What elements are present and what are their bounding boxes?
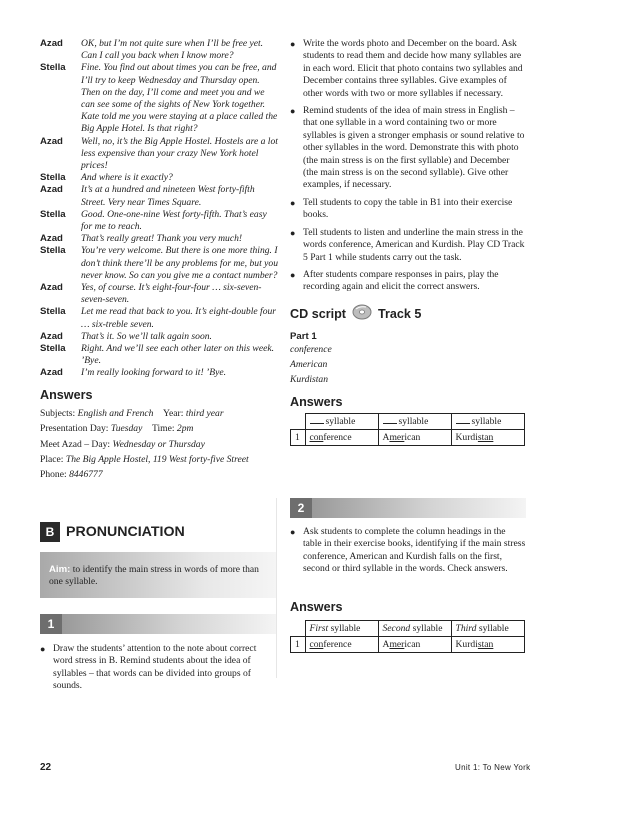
step-number: 1: [40, 614, 62, 634]
bullet-item: ● After students compare responses in pairs, play the recording again and elicit the correct answers.: [290, 268, 499, 293]
dialogue-line: [40, 184, 280, 208]
answers-heading: Answers: [40, 387, 93, 402]
table-row: 1 conference American Kurdistan: [291, 637, 525, 653]
bullet-item: ● Write the words photo and December on the board. Ask students to read them and decide how many syllables are in each word. Elicit that photo contains two syllables and December contains three syllables. Give examples of other words with two or more syllables if necessary.: [290, 38, 523, 99]
line-text: That’s really great! Thank you very much!: [81, 233, 243, 245]
speaker: Stella: [40, 343, 66, 355]
step-2-bar: [290, 498, 526, 518]
answers-section-2: [290, 600, 526, 653]
speaker: Azad: [40, 330, 63, 342]
page-number: 22: [40, 762, 52, 773]
section-b-header: [40, 521, 276, 543]
dialogue-line: [40, 136, 280, 173]
dialogue-line: [40, 233, 280, 245]
line-text: Good. One-one-nine West forty-fifth. That’s easy for me to reach.: [81, 208, 267, 233]
part-label: Part 1: [290, 330, 317, 342]
table-header-row: syllable syllable syllable: [291, 413, 525, 429]
answers-table-2: [290, 620, 525, 653]
answer-place: Place: The Big Apple Hostel, 119 West forty-five Street: [40, 453, 249, 465]
speaker: Azad: [40, 135, 63, 147]
step-number: 2: [290, 498, 312, 518]
dialogue-line: [40, 209, 280, 233]
dialogue-line: [40, 331, 280, 343]
dialogue-line: [40, 367, 280, 379]
answers-table-1: [290, 413, 525, 446]
cd-word: American: [290, 358, 328, 370]
table-header-row: First syllable Second syllable Third syllable: [291, 621, 525, 637]
line-text: Yes, of course. It’s eight-four-four … six-seven-seven-seven.: [81, 282, 262, 306]
answers-section: [40, 388, 280, 483]
dialogue-line: [40, 172, 280, 184]
bullet-item: ● Ask students to complete the column headings in the table in their exercise books, identifying if the main stress conference, American and Kurdish falls on the first, second or third syllable in the words. Check answers.: [290, 526, 526, 575]
line-text: It’s at a hundred and nineteen West forty-fifth Street. Very near Times Square.: [81, 184, 255, 208]
aim-box: [40, 552, 276, 598]
cd-words: [290, 342, 526, 387]
speaker: Azad: [40, 233, 63, 245]
speaker: Stella: [40, 172, 66, 184]
step-2-bullets: [290, 526, 526, 581]
answer-subjects: Subjects: English and French Year: third year: [40, 407, 224, 419]
cd-script-heading: [290, 304, 526, 325]
cd-icon: [352, 304, 372, 325]
column-divider: [276, 498, 277, 678]
speaker: Stella: [40, 208, 66, 220]
aim-text: to identify the main stress in words of more than one syllable.: [49, 564, 259, 587]
speaker: Azad: [40, 184, 63, 196]
unit-label: Unit 1: To New York: [455, 763, 531, 772]
dialogue-line: [40, 245, 280, 282]
bullet-item: ● Draw the students’ attention to the note about correct word stress in B. Remind students about the idea of syllables – that words can be divided into groups of sounds.: [40, 643, 257, 692]
left-column: [40, 38, 280, 483]
answer-phone: Phone: 8446777: [40, 469, 103, 481]
answers-heading: Answers: [290, 394, 343, 409]
dialogue-line: [40, 38, 280, 62]
answer-presentation: Presentation Day: Tuesday Time: 2pm: [40, 423, 194, 435]
bullet-item: ● Tell students to listen and underline the main stress in the words conference, American and Kurdish. Play CD Track 5 Part 1 while students carry out the task.: [290, 226, 525, 263]
line-text: And where is it exactly?: [81, 172, 173, 184]
dialogue-line: [40, 343, 280, 367]
answers-list: [40, 406, 280, 483]
bullet-item: ● Remind students of the idea of main stress in English – that one syllable in a word containing two or more syllables is given a stronger emphasis or sound relative to other syllables in the word. Demonstrate this with photo (the main stress is on the first syllable) and December (the main stress is on the second syllable). Give other examples, if necessary.: [290, 105, 525, 191]
answers-heading: Answers: [290, 600, 343, 614]
line-text: I’m really looking forward to it! ’Bye.: [81, 367, 227, 379]
dialogue-line: [40, 62, 280, 135]
track-label: Track 5: [377, 307, 422, 322]
line-text: You’re very welcome. But there is one more thing. I don’t think there’ll be any problems for me, but you never know. So can you give me a contact number?: [81, 245, 278, 281]
right-column: [290, 38, 526, 446]
step-1-bar: [40, 614, 276, 634]
step-1-bullets: [40, 643, 276, 698]
dialogue-line: [40, 306, 280, 330]
cd-word: Kurdistan: [290, 373, 329, 385]
line-text: Let me read that back to you. It’s eight-double four … six-treble seven.: [81, 306, 277, 330]
aim-label: Aim:: [49, 564, 71, 575]
section-letter: B: [40, 522, 60, 542]
dialogue: [40, 38, 280, 380]
speaker: Azad: [40, 282, 63, 294]
speaker: Stella: [40, 62, 66, 74]
line-text: OK, but I’m not quite sure when I’ll be free yet. Can I call you back when I know more?: [81, 38, 264, 62]
bullet-item: ● Tell students to copy the table in B1 into their exercise books.: [290, 196, 513, 221]
line-text: Well, no, it’s the Big Apple Hostel. Hostels are a lot less expensive than your crazy New York hotel prices!: [81, 135, 278, 172]
section-title: PRONUNCIATION: [66, 524, 185, 540]
line-text: Right. And we’ll see each other later on this week. ’Bye.: [81, 343, 274, 367]
table-row: 1 conference American Kurdistan: [291, 429, 525, 445]
answer-meet: Meet Azad – Day: Wednesday or Thursday: [40, 438, 205, 450]
right-bullets: [290, 38, 526, 294]
line-text: Fine. You find out about times you can be free, and I’ll try to keep Wednesday and Thursday open. Then on the day, I’ll come and meet you and we can see some of the sights of New York together. Kate told me you were staying at a place called the Big Apple Hotel. Is that right?: [81, 62, 278, 135]
cd-word: conference: [290, 343, 332, 355]
cd-script-title: CD script: [290, 307, 346, 322]
line-text: That’s it. So we’ll talk again soon.: [81, 330, 212, 342]
speaker: Azad: [40, 38, 63, 49]
speaker: Azad: [40, 367, 63, 379]
dialogue-line: [40, 282, 280, 306]
speaker: Stella: [40, 245, 66, 257]
speaker: Stella: [40, 306, 66, 318]
